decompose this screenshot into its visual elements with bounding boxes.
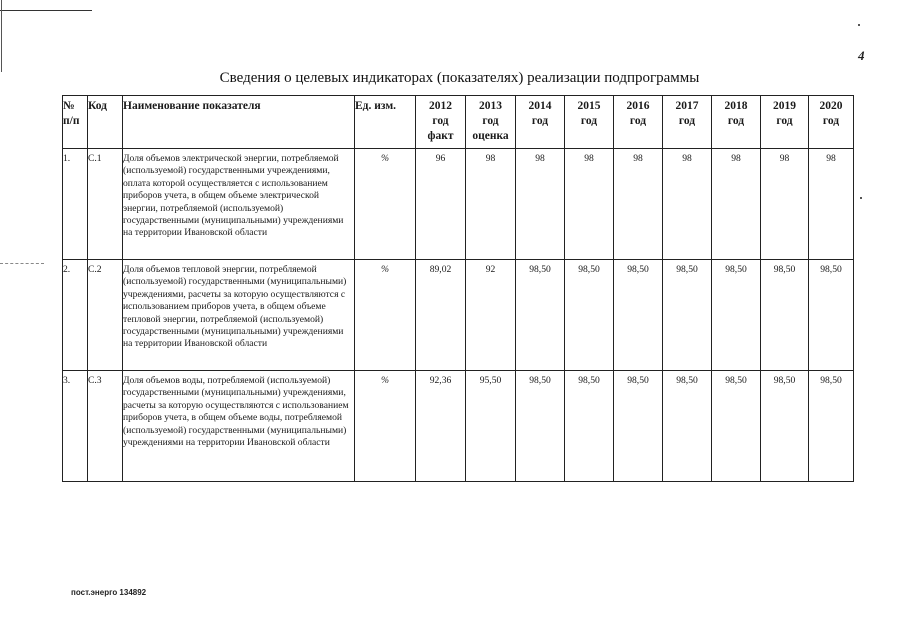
header-year-label: 2015	[577, 100, 601, 112]
value-2019: 98	[761, 149, 809, 260]
corner-rule-top	[0, 10, 92, 11]
header-year-label: 2013	[479, 100, 502, 112]
row-code: С.2	[88, 260, 123, 371]
header-year-label: 2018	[724, 100, 748, 112]
row-indicator-name: Доля объемов электрической энергии, потребляемой (используемой) государственными учреждениями, оплата которой осуществляется с использованием приборов учета, в общем объеме электрической энергии, потребляемой (используемой) государственными (муниципальными) учреждениями на территории Ивановской области	[123, 149, 355, 260]
header-year-unit: год	[629, 115, 647, 127]
row-code: С.1	[88, 149, 123, 260]
header-code: Код	[88, 96, 123, 149]
table-row	[63, 149, 854, 260]
header-year-label: 2016	[626, 100, 650, 112]
header-year-2015	[565, 96, 614, 149]
header-year-note: факт	[427, 130, 454, 142]
value-2012: 96	[416, 149, 466, 260]
value-2012: 92,36	[416, 371, 466, 482]
value-2018: 98	[712, 149, 761, 260]
header-year-note: оценка	[472, 130, 509, 142]
value-2017: 98	[663, 149, 712, 260]
row-unit: %	[355, 149, 416, 260]
scan-margin-marks	[0, 263, 44, 264]
value-2013: 95,50	[466, 371, 516, 482]
value-2020: 98,50	[809, 260, 854, 371]
value-2014: 98,50	[516, 371, 565, 482]
value-2015: 98	[565, 149, 614, 260]
value-2014: 98	[516, 149, 565, 260]
row-indicator-name: Доля объемов воды, потребляемой (используемой) государственными (муниципальными) учреждениями, расчеты за которую осуществляются с использованием приборов учета, в общем объеме воды, потребляемой (используемой) государственными (муниципальными) учреждениями на территории Ивановской области	[123, 371, 355, 482]
header-year-unit: год	[776, 115, 793, 127]
value-2017: 98,50	[663, 260, 712, 371]
handwritten-page-number: 4	[858, 48, 865, 63]
row-number: 1.	[63, 149, 88, 260]
header-year-2018	[712, 96, 761, 149]
row-number: 3.	[63, 371, 88, 482]
value-2020: 98,50	[809, 371, 854, 482]
value-2020: 98	[809, 149, 854, 260]
header-year-unit: год	[580, 115, 598, 127]
value-2013: 98	[466, 149, 516, 260]
header-num	[63, 96, 88, 149]
row-number: 2.	[63, 260, 88, 371]
header-year-2017	[663, 96, 712, 149]
header-year-2020	[809, 96, 854, 149]
value-2016: 98,50	[614, 371, 663, 482]
header-year-2016	[614, 96, 663, 149]
header-year-2013	[466, 96, 516, 149]
corner-rule-left	[1, 0, 2, 72]
value-2017: 98,50	[663, 371, 712, 482]
indicators-table	[62, 95, 854, 482]
table-row	[63, 260, 854, 371]
value-2016: 98	[614, 149, 663, 260]
header-year-unit: год	[531, 115, 549, 127]
value-2018: 98,50	[712, 371, 761, 482]
header-num-line1: №	[63, 100, 75, 112]
value-2019: 98,50	[761, 371, 809, 482]
header-year-label: 2017	[675, 100, 699, 112]
scan-speck	[858, 24, 860, 26]
header-year-unit: год	[432, 115, 449, 127]
header-year-2014	[516, 96, 565, 149]
header-year-2012	[416, 96, 466, 149]
header-row	[63, 96, 854, 149]
header-year-unit: год	[822, 115, 840, 127]
value-2016: 98,50	[614, 260, 663, 371]
value-2014: 98,50	[516, 260, 565, 371]
header-num-line2: п/п	[63, 115, 80, 127]
row-code: С.3	[88, 371, 123, 482]
value-2019: 98,50	[761, 260, 809, 371]
document-title: Сведения о целевых индикаторах (показателях) реализации подпрограммы	[219, 70, 700, 86]
value-2012: 89,02	[416, 260, 466, 371]
header-year-unit: год	[727, 115, 745, 127]
document-reference-note: пост.энерго 134892	[71, 588, 147, 597]
header-year-label: 2012	[429, 100, 452, 112]
header-year-label: 2019	[773, 100, 796, 112]
header-year-label: 2020	[819, 100, 843, 112]
row-indicator-name: Доля объемов тепловой энергии, потребляемой (используемой) государственными (муниципальными) учреждениями, расчеты за которую осуществляются с использованием приборов учета, в общем объеме тепловой энергии, потребляемой (используемой) государственными (муниципальными) учреждениями на территории Ивановской области	[123, 260, 355, 371]
value-2015: 98,50	[565, 371, 614, 482]
header-year-2019	[761, 96, 809, 149]
row-unit: %	[355, 371, 416, 482]
scan-speck	[860, 197, 862, 199]
value-2018: 98,50	[712, 260, 761, 371]
value-2015: 98,50	[565, 260, 614, 371]
row-unit: %	[355, 260, 416, 371]
header-unit: Ед. изм.	[355, 96, 416, 149]
table-row	[63, 371, 854, 482]
header-year-unit: год	[678, 115, 696, 127]
header-year-unit: год	[482, 115, 499, 127]
header-year-label: 2014	[528, 100, 552, 112]
value-2013: 92	[466, 260, 516, 371]
header-name: Наименование показателя	[123, 96, 355, 149]
